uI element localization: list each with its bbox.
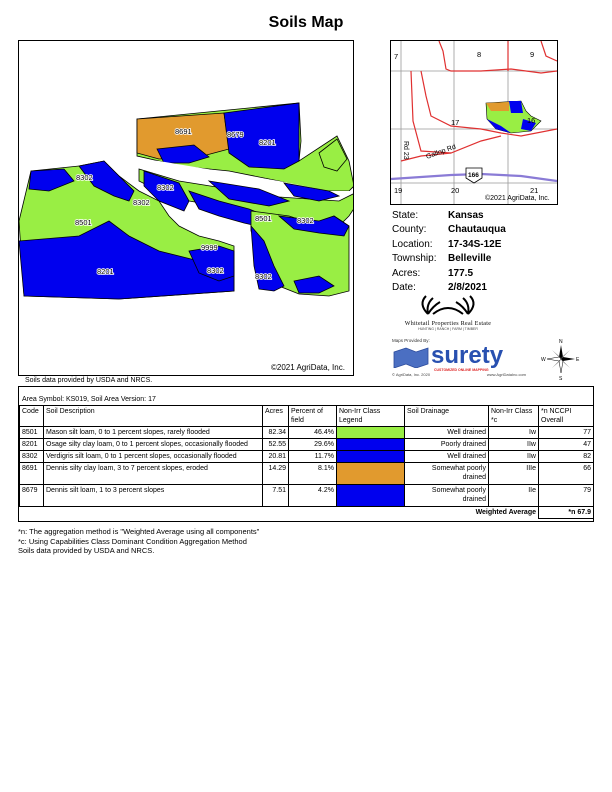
info-row-state: State: Kansas	[392, 209, 484, 221]
table-row: 8302 Verdigris silt loam, 0 to 1 percent slopes, occasionally flooded 20.81 11.7% Well drained IIw 82	[20, 451, 594, 463]
map-label: 8501	[255, 214, 272, 223]
info-row-location: Location: 17-34S-12E	[392, 238, 502, 250]
road-label: Gallop Rd	[425, 143, 457, 161]
section-label: 19	[394, 186, 403, 195]
map-label: 8302	[255, 272, 272, 281]
property-info	[392, 208, 506, 295]
weighted-average-label: Weighted Average	[20, 507, 539, 519]
map-label: 8302	[297, 216, 314, 225]
footnote: *n: The aggregation method is "Weighted Average using all components"	[18, 527, 260, 536]
header-class: Non-Irr Class *c	[489, 406, 539, 427]
weighted-average-value: *n 67.9	[539, 507, 594, 519]
road-label: Rd 23	[402, 141, 409, 160]
svg-text:N: N	[559, 339, 563, 345]
soils-table	[19, 405, 594, 519]
info-row-date: Date: 2/8/2021	[392, 282, 487, 294]
info-row-acres: Acres: 177.5	[392, 267, 474, 279]
info-row-township: Township: Belleville	[392, 253, 492, 265]
source-note: Soils data provided by USDA and NRCS.	[25, 377, 153, 384]
legend-swatch	[337, 463, 405, 485]
section-label: 20	[451, 186, 460, 195]
header-code: Code	[20, 406, 44, 427]
main-map-copyright: ©2021 AgriData, Inc.	[271, 363, 345, 372]
page-title: Soils Map	[268, 14, 344, 31]
map-label: 8201	[97, 267, 114, 276]
svg-text:W: W	[541, 357, 546, 363]
map-label: 8201	[259, 138, 276, 147]
footnote: Soils data provided by USDA and NRCS.	[18, 546, 155, 555]
table-header-row	[20, 406, 594, 427]
surety-logo: Maps Provided By: surety CUSTOMIZED ONLINE MAPPING © AgriData, Inc. 2020 www.AgriDataInc.com	[392, 338, 526, 377]
header-acres: Acres	[263, 406, 289, 427]
antler-icon	[388, 294, 508, 316]
map-label: 8302	[157, 183, 174, 192]
section-label: 21	[530, 186, 539, 195]
svg-text:S: S	[559, 376, 563, 381]
footnote: *c: Using Capabilities Class Dominant Condition Aggregation Method	[18, 536, 247, 546]
compass-rose-icon	[541, 337, 581, 381]
legend-swatch	[337, 451, 405, 463]
soils-map	[18, 40, 354, 376]
section-label: 16	[527, 116, 536, 125]
svg-text:E: E	[576, 357, 580, 363]
section-label: 17	[451, 118, 460, 127]
header-nccpi: *n NCCPI Overall	[539, 406, 594, 427]
header-drainage: Soil Drainage	[405, 406, 489, 427]
header-description: Soil Description	[44, 406, 263, 427]
soils-map-graphic	[19, 41, 353, 375]
location-map-copyright: ©2021 AgriData, Inc.	[485, 195, 550, 202]
map-label: 9999	[201, 243, 218, 252]
legend-swatch	[337, 485, 405, 507]
map-label: 8302	[207, 266, 224, 275]
map-label: 8691	[175, 127, 192, 136]
map-label: 8501	[75, 218, 92, 227]
footnotes	[18, 527, 259, 556]
soils-table-box	[18, 386, 594, 522]
map-label: 8302	[133, 198, 150, 207]
whitetail-logo: Whitetail Properties Real Estate HUNTING | RANCH | FARM | TIMBER	[388, 294, 508, 334]
table-row: 8201 Osage silty clay loam, 0 to 1 percent slopes, occasionally flooded 52.55 29.6% Poorly drained IIw 47	[20, 439, 594, 451]
section-label: 8	[477, 50, 482, 59]
header-legend: Non-Irr Class Legend	[337, 406, 405, 427]
location-map	[390, 40, 558, 205]
table-row: 8501 Mason silt loam, 0 to 1 percent slopes, rarely flooded 82.34 46.4% Well drained Iw 77	[20, 427, 594, 439]
location-map-graphic	[391, 41, 557, 204]
legend-swatch	[337, 439, 405, 451]
section-label: 9	[530, 50, 535, 59]
header-percent: Percent of field	[289, 406, 337, 427]
table-row: 8679 Dennis silt loam, 1 to 3 percent slopes 7.51 4.2% Somewhat poorly drained IIe 79	[20, 485, 594, 507]
info-row-county: County: Chautauqua	[392, 224, 506, 236]
area-symbol: Area Symbol: KS019, Soil Area Version: 17	[22, 396, 156, 403]
map-label: 8302	[76, 173, 93, 182]
map-label: 8679	[227, 130, 244, 139]
weighted-average-row	[20, 507, 594, 519]
table-row: 8691 Dennis silty clay loam, 3 to 7 percent slopes, eroded 14.29 8.1% Somewhat poorly drained IIIe 66	[20, 463, 594, 485]
section-label: 7	[394, 52, 399, 61]
legend-swatch	[337, 427, 405, 439]
svg-text:166: 166	[468, 172, 479, 179]
surety-map-icon	[392, 344, 430, 368]
